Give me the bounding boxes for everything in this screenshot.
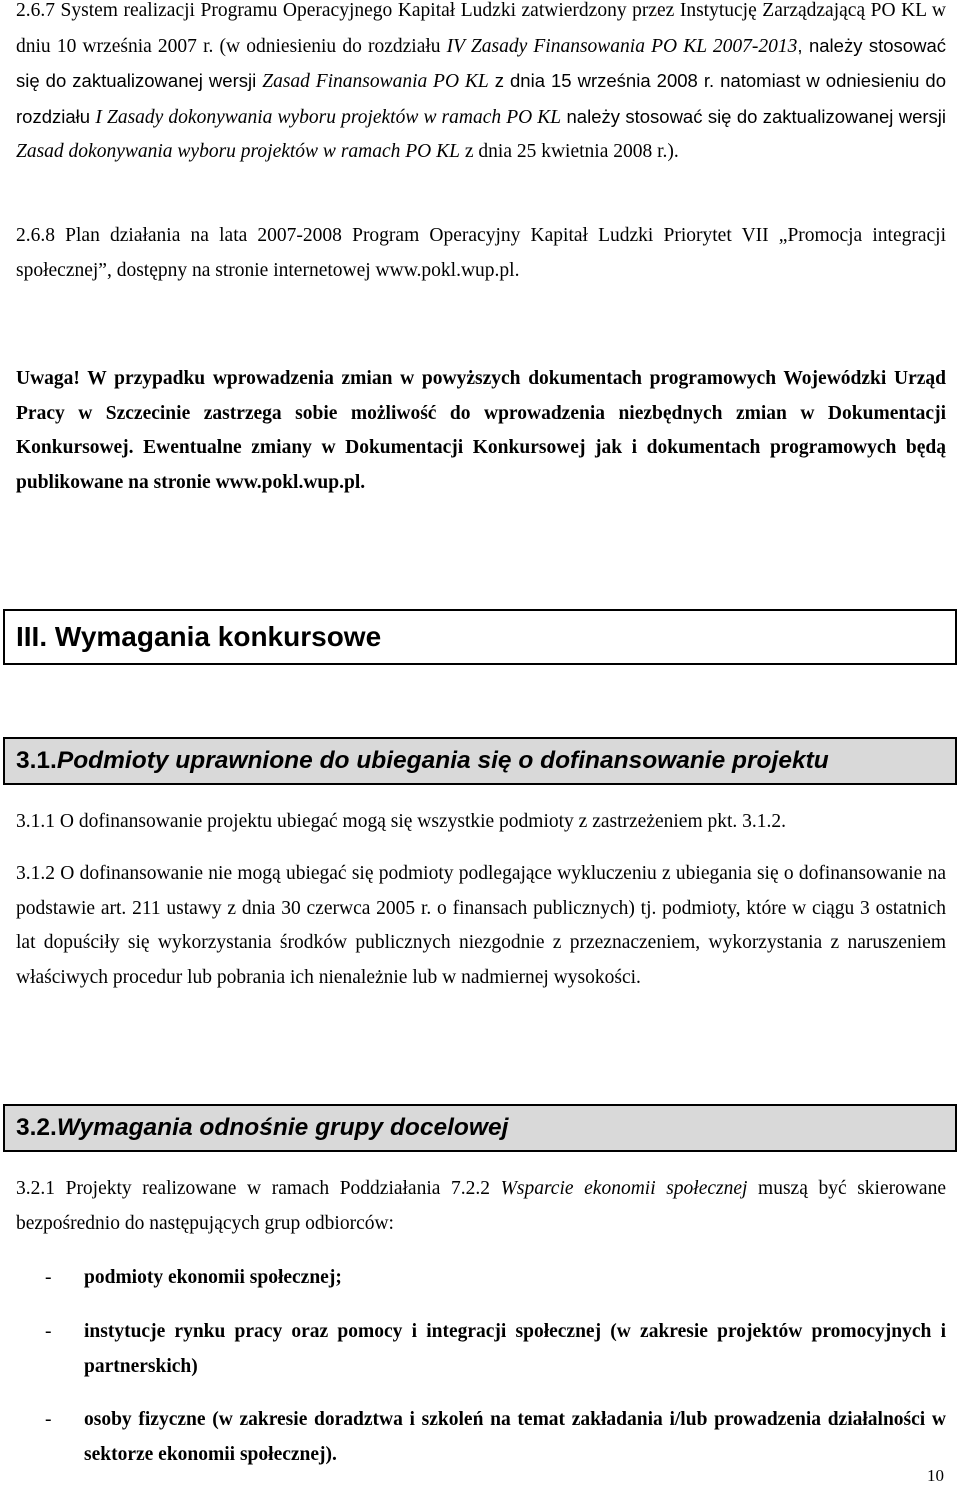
- paragraph-3-1-2: 3.1.2 O dofinansowanie nie mogą ubiegać się podmioty podlegające wykluczeniu z ubiegania się o dofinansowanie na podstawie art. 211 ustawy z dnia 30 czerwca 2005 r. o finansach publicznych) tj. podmioty, które w ciągu 3 ostatnich lat dopuściły się wykorzystania środków publicznych niezgodnie z przeznaczeniem, wykorzystania z naruszeniem właściwych procedur lub pobrania ich nienależnie lub w nadmiernej wysokości.: [16, 863, 946, 988]
- paragraph-3-2-1: [16, 1172, 946, 1241]
- p267-e: z dnia 15 września 2008 r. natomiast w odniesieniu do rozdziału: [16, 70, 947, 127]
- subsection-heading-3-2: [3, 1104, 957, 1152]
- subsection-3-2-title: Wymagania odnośnie grupy docelowej: [56, 1114, 509, 1141]
- dash-marker: -: [45, 1321, 52, 1342]
- list-item: [16, 1261, 946, 1296]
- p267-b: IV Zasady Finansowania PO KL 2007-2013: [446, 35, 798, 57]
- paragraph-2-6-8: 2.6.8 Plan działania na lata 2007-2008 Program Operacyjny Kapitał Ludzki Priorytet VII „Promocja integracji społecznej”, dostępny na stronie internetowej www.pokl.wup.pl.: [16, 225, 946, 281]
- subsection-3-1-title: Podmioty uprawnione do ubiegania się o dofinansowanie projektu: [56, 747, 829, 774]
- p267-i: z dnia 25 kwietnia 2008 r.).: [460, 141, 679, 162]
- list-item-text: osoby fizyczne (w zakresie doradztwa i szkoleń na temat zakładania i/lub prowadzenia działalności w sektorze ekonomii społecznej).: [84, 1409, 946, 1465]
- note-paragraph: Uwaga! W przypadku wprowadzenia zmian w powyższych dokumentach programowych Wojewódzki Urząd Pracy w Szczecinie zastrzega sobie możliwość do wprowadzenia niezbędnych zmian w Dokumentacji Konkursowej. Ewentualne zmiany w Dokumentacji Konkursowej jak i dokumentach programowych będą publikowane na stronie www.pokl.wup.pl.: [16, 368, 946, 493]
- subsection-3-1-number: 3.1.: [16, 747, 57, 774]
- dash-marker: -: [45, 1267, 52, 1288]
- paragraph-2-6-7: [16, 0, 946, 170]
- list-item-text: instytucje rynku pracy oraz pomocy i integracji społecznej (w zakresie projektów promocyjnych i partnerskich): [84, 1321, 946, 1377]
- list-item-text: podmioty ekonomii społecznej;: [84, 1267, 342, 1288]
- p267-a: 2.6.7 System realizacji Programu Operacyjnego Kapitał Ludzki zatwierdzony przez Instytucję Zarządzającą PO KL w dniu 10 września 2007 r. (w odniesieniu do rozdziału: [16, 0, 946, 57]
- p267-f: I Zasady dokonywania wyboru projektów w ramach PO KL: [95, 106, 562, 128]
- p267-c: , należy stosować się do zaktualizowanej wersji: [16, 34, 946, 91]
- p267-h: Zasad dokonywania wyboru projektów w ramach PO KL: [16, 141, 460, 162]
- list-item: [16, 1403, 946, 1472]
- p321-c: muszą być skierowane bezpośrednio do następujących grup odbiorców:: [16, 1178, 946, 1234]
- subsection-heading-3-1: [3, 737, 957, 785]
- paragraph-3-1-1: 3.1.1 O dofinansowanie projektu ubiegać mogą się wszystkie podmioty z zastrzeżeniem pkt. 3.1.2.: [16, 811, 787, 832]
- p267-g: należy stosować się do zaktualizowanej wersji: [561, 105, 946, 127]
- list-item: [16, 1315, 946, 1384]
- dash-marker: -: [45, 1409, 52, 1430]
- p321-b: Wsparcie ekonomii społecznej: [500, 1178, 748, 1199]
- p321-a: 3.2.1 Projekty realizowane w ramach Poddziałania 7.2.2: [16, 1178, 501, 1199]
- page-number: 10: [927, 1466, 944, 1485]
- section-heading-wymagania: III. Wymagania konkursowe: [3, 609, 957, 665]
- subsection-3-2-number: 3.2.: [16, 1114, 57, 1141]
- p267-d: Zasad Finansowania PO KL: [262, 71, 489, 92]
